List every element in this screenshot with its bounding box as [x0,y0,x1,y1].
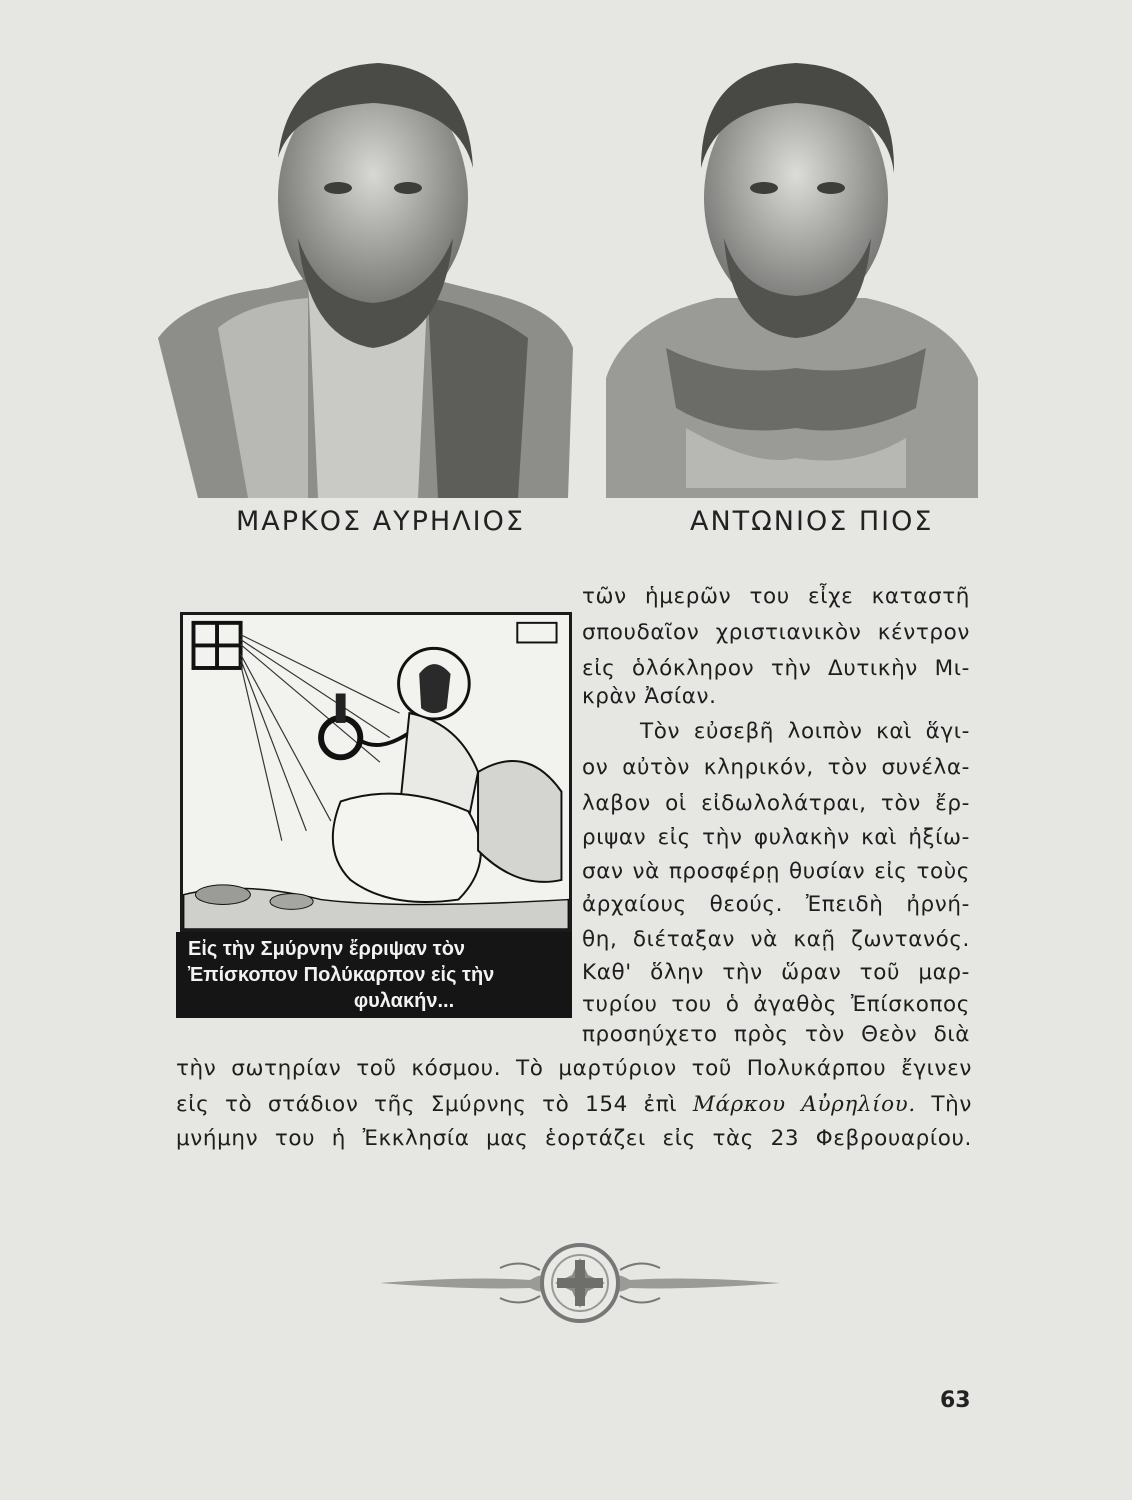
illustration-caption-line: Ἐπίσκοπον Πολύκαρπον εἰς τὴν [188,964,495,986]
body-text-segment: Τὴν [915,1092,972,1117]
body-text-line: Καθ' ὅλην τὴν ὥραν τοῦ μαρ- [582,960,970,985]
bust-antoninus-pius-image [606,48,978,498]
body-text-italic-name: Μάρκου Αὐρηλίου. [692,1092,916,1117]
body-text-line: ριψαν εἰς τὴν φυλακὴν καὶ ἠξίω- [582,825,970,850]
illustration-caption-line: Εἰς τὴν Σμύρνην ἔρριψαν τὸν [188,938,466,960]
body-text-line: προσηύχετο πρὸς τὸν Θεὸν διὰ [582,1022,970,1047]
body-text-line: τῶν ἡμερῶν του εἶχε καταστῆ [582,584,970,609]
cross-ornament-decoration [370,1228,790,1338]
illustration-caption [176,932,572,1018]
body-text-line: κρὰν Ἀσίαν. [582,684,717,709]
body-text-line: σαν νὰ προσφέρῃ θυσίαν εἰς τοὺς [582,859,970,884]
body-text-line: ον αὐτὸν κληρικόν, τὸν συνέλα- [582,755,970,780]
bust-left-caption: ΜΑΡΚΟΣ ΑΥΡΗΛΙΟΣ [236,506,525,537]
body-text-line: σπουδαῖον χριστιανικὸν κέντρον [582,620,970,645]
body-text-line: Τὸν εὐσεβῆ λοιπὸν καὶ ἅγι- [640,719,970,744]
body-text-line: εἰς ὁλόκληρον τὴν Δυτικὴν Μι- [582,656,970,681]
page-number: 63 [940,1388,971,1413]
body-text-line: θη, διέταξαν νὰ καῇ ζωντανός. [582,927,970,952]
body-text-line: λαβον οἱ εἰδωλολάτραι, τὸν ἔρ- [582,791,970,816]
body-text-line: τὴν σωτηρίαν τοῦ κόσμου. Τὸ μαρτύριον τοῦ Πολυκάρπου ἔγινεν [176,1056,972,1081]
body-text-segment: εἰς τὸ στάδιον τῆς Σμύρνης τὸ 154 ἐπὶ [176,1092,693,1117]
bust-marcus-aurelius-image [158,48,578,498]
body-text-line: ἀρχαίους θεούς. Ἐπειδὴ ἠρνή- [582,892,970,917]
body-text-line-with-italic [176,1090,972,1120]
body-text-line: τυρίου του ὁ ἀγαθὸς Ἐπίσκοπος [582,992,970,1017]
bust-right-caption: ΑΝΤΩΝΙΟΣ ΠΙΟΣ [690,506,934,537]
illustration-caption-line: φυλακήν... [353,990,455,1012]
body-text-line: μνήμην του ἡ Ἐκκλησία μας ἑορτάζει εἰς τὰς 23 Φεβρουαρίου. [176,1126,972,1151]
polycarp-prison-illustration [180,612,572,932]
